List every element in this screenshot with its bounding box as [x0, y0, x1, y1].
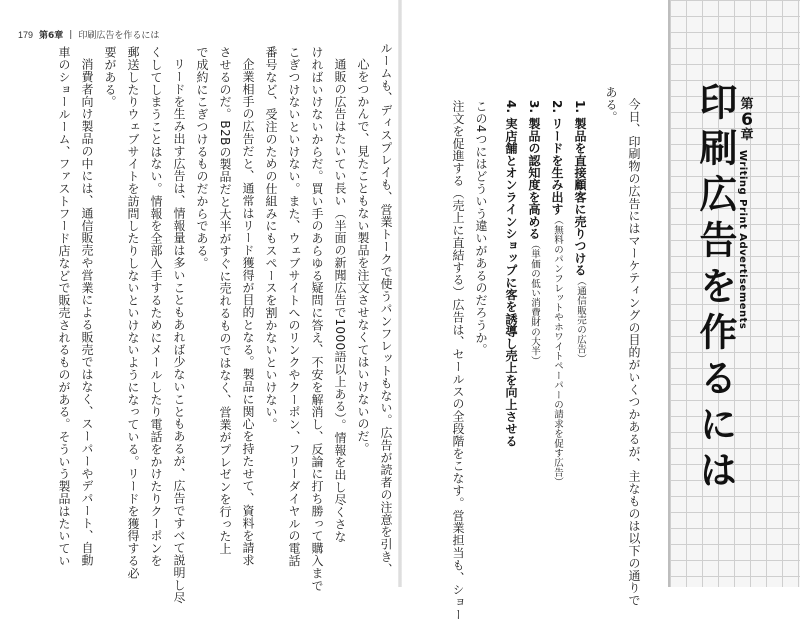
list-item-2-note: （無料のパンフレットやホワイトペーパーの請求を促す広告） [552, 215, 563, 487]
right-after-2: 注文を促進する（売上に直結する）広告は、セールスの全段階をこなす。営業担当も、ショー [451, 100, 465, 621]
chapter-english-title: Writing Print Advertisements [737, 150, 748, 330]
left-col-4: ければいけないからだ。買い手のあらゆる疑問に答え、不安を解消し、反論に打ち勝って購入まで [310, 46, 324, 592]
left-col-8: させるのだ。B2Bの製品だと大半がすぐに売れるものではなく、営業がプレゼンを行った上 [218, 46, 232, 555]
chapter-suffix: 章 [740, 128, 754, 144]
left-col-6: 番号など、受注のための仕組みにもスペースを割かないといけない。 [264, 46, 278, 431]
page-number: 179 [18, 29, 34, 40]
left-col-11: くしてしまうことはない。情報を全部入手するためにメールしたり電話をかけたりクーポンを [149, 46, 163, 567]
header-chapter-title: 印刷広告を作るには [78, 31, 160, 41]
running-header [18, 28, 159, 41]
left-col-15: 車のショールーム、ファストフード店などで販売されるものがある。そういう製品はたいてい [57, 46, 71, 567]
left-col-14: 消費者向け製品の中には、通信販売や営業による販売ではなく、スーパーやデパート、自動 [80, 58, 94, 567]
list-item-2 [551, 100, 563, 487]
chapter-title: 印刷広告を作るには [693, 82, 737, 496]
chapter-number-block [737, 98, 757, 143]
left-col-7: 企業相手の広告だと、通常はリード獲得が目的となる。製品に関心を持たせて、資料を請求 [241, 58, 255, 567]
left-col-2: 心をつかんで、見たこともない製品を注文させなくてはいけないのだ。 [356, 58, 370, 455]
left-col-10: リードを生み出す広告は、情報量は多いこともあれば少ないこともあるが、広告ですべて説明し尽 [172, 58, 186, 604]
chapter-number: 6 [741, 109, 753, 130]
list-item-3-text: 3. 製品の認知度を高める [527, 100, 541, 240]
list-item-4-text: 4. 実店舗とオンラインショップに客を誘導し売上を向上させる [504, 100, 518, 448]
right-intro-2: ある。 [604, 86, 618, 124]
list-item-2-text: 2. リードを生み出す [550, 100, 564, 216]
left-col-5: こぎつけないといけない。また、ウェブサイトへのリンクやクーポン、フリーダイヤルの電話 [287, 46, 301, 567]
list-item-4 [505, 100, 517, 447]
list-item-1 [574, 100, 586, 364]
header-chapter-label: 第6章 [39, 31, 64, 41]
left-col-3: 通販の広告はたいてい長い（半面の新聞広告で1000語以上ある）。情報を出し尽くさな [333, 58, 347, 543]
header-separator: | [69, 29, 73, 40]
page-gutter [398, 0, 402, 587]
list-item-1-text: 1. 製品を直接顧客に売りつける [573, 100, 587, 277]
list-item-3 [528, 100, 540, 366]
left-col-1: ルームも、ディスプレイも、営業トークで使うパンフレットもない。広告が読者の注意を引き、 [379, 42, 393, 576]
right-intro-1: 今日、印刷物の広告にはマーケティングの目的がいくつかあるが、主なものは以下の通りで [627, 98, 641, 607]
list-item-3-note: （単価の低い消費財の大半） [529, 239, 540, 366]
left-col-9: で成約にこぎつけるものだからである。 [195, 46, 209, 270]
left-col-12: 郵送したりウェブサイトを訪問したりしないといけないようになっている。リードを獲得する必 [126, 46, 140, 580]
chapter-prefix: 第 [740, 97, 754, 112]
list-item-1-note: （通信販売の広告） [575, 276, 586, 364]
left-col-13: 要がある。 [103, 46, 117, 108]
right-after-1: この4つにはどういう違いがあるのだろうか。 [474, 100, 488, 357]
